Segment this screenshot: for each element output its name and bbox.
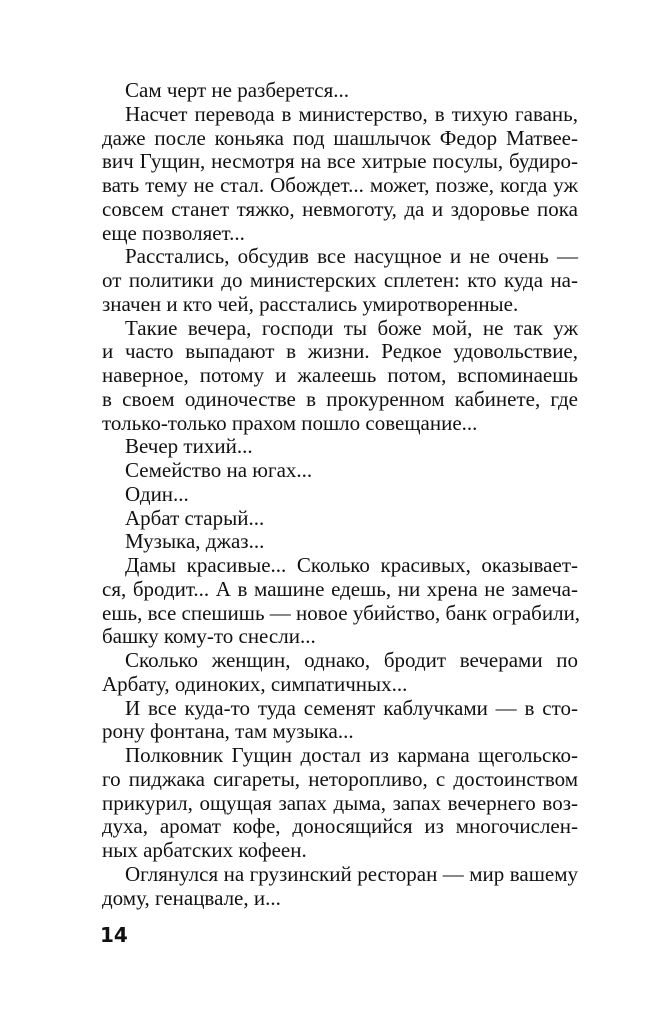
text-line: ных арбатских кофеен. <box>102 838 307 862</box>
text-line: и часто выпадают в жизни. Редкое удовольствие, <box>102 339 578 364</box>
text-line: от политики до министерских сплетен: кто куда на- <box>102 268 578 292</box>
text-line: духа, аромат кофе, доносящийся из многочислен- <box>102 814 578 839</box>
text-line: Вечер тихий... <box>125 434 253 459</box>
text-line: Сколько женщин, однако, бродит вечерами по <box>125 648 578 672</box>
text-line: И все куда-то туда семенят каблучками — в сто- <box>125 695 578 720</box>
text-line: Сам черт не разберется... <box>125 78 350 102</box>
text-line: вич Гущин, несмотря на все хитрые посулы, будиро- <box>102 149 578 174</box>
text-line: ся, бродит... А в машине едешь, ни хрена не замеча- <box>102 576 578 601</box>
text-line: Насчет перевода в министерство, в тихую гавань, <box>125 101 578 126</box>
text-line: рону фонтана, там музыка... <box>102 719 354 744</box>
text-line: башку кому-то снесли... <box>102 624 316 649</box>
text-line: ешь, все спешишь — новое убийство, банк ограбили, <box>102 600 581 625</box>
text-line: вать тему не стал. Обождет... может, позже, когда уж <box>102 173 578 197</box>
text-line: го пиджака сигареты, неторопливо, с достоинством <box>102 766 578 791</box>
text-line: в своем одиночестве в прокуренном кабинете, где <box>102 386 578 411</box>
text-line: Арбат старый... <box>125 505 265 530</box>
text-line: прикурил, ощущая запах дыма, запах вечернего воз- <box>102 790 578 815</box>
text-line: значен и кто чей, расстались умиротворенные. <box>102 291 519 316</box>
page-text <box>102 78 581 910</box>
text-line: Полковник Гущин достал из кармана щегольско- <box>125 743 578 767</box>
text-line: Дамы красивые... Сколько красивых, оказывает- <box>125 553 578 577</box>
text-line: совсем станет тяжко, невмоготу, да и здоровье пока <box>102 196 578 221</box>
text-line: Арбату, одиноких, симпатичных... <box>102 671 408 696</box>
text-line: Один... <box>125 481 189 506</box>
text-line: Расстались, обсудив все насущное и не очень — <box>125 244 578 269</box>
text-line: Оглянулся на грузинский ресторан — мир вашему <box>125 861 578 886</box>
text-line: даже после коньяка под шашлычок Федор Матвее- <box>102 125 578 150</box>
text-line: дому, генацвале, и... <box>102 885 281 910</box>
text-line: наверное, потому и жалеешь потом, вспоминаешь <box>102 363 578 387</box>
text-line: еще позволяет... <box>102 220 245 245</box>
text-line: Музыка, джаз... <box>125 529 265 554</box>
text-line: Такие вечера, господи ты боже мой, не так уж <box>125 315 578 340</box>
text-line: Семейство на югах... <box>125 458 313 482</box>
page-number: 14 <box>100 923 128 947</box>
text-line: только-только прахом пошло совещание... <box>102 410 478 435</box>
